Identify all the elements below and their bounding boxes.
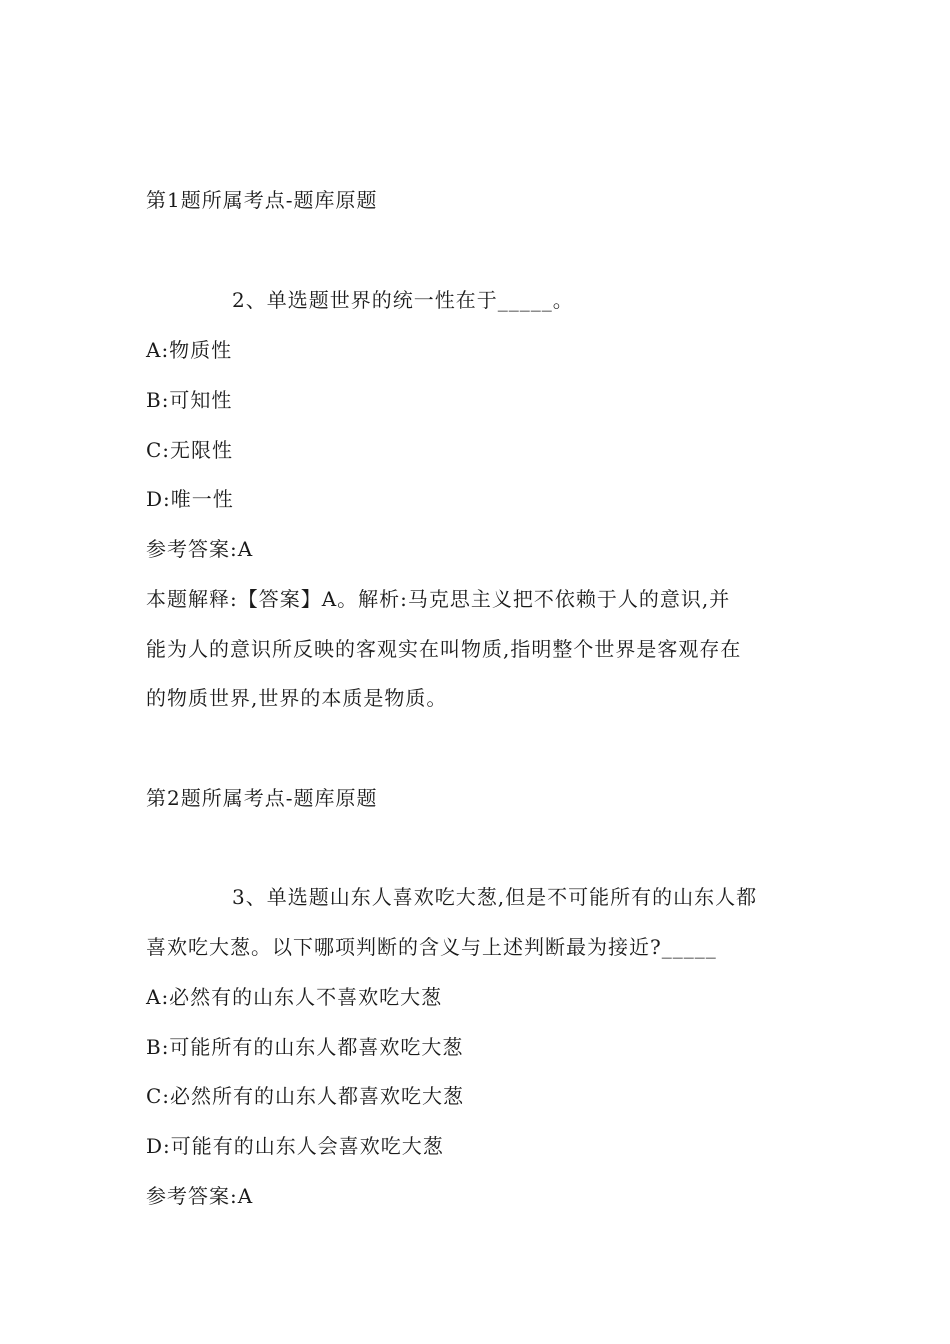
question-2-option-c: C:无限性	[146, 438, 234, 462]
topic-heading-1: 第1题所属考点-题库原题	[146, 188, 378, 212]
question-2-explanation-line-1: 本题解释:【答案】A。解析:马克思主义把不依赖于人的意识,并	[146, 587, 731, 611]
question-2-stem: 2、单选题世界的统一性在于_____。	[232, 288, 574, 312]
question-3-option-b: B:可能所有的山东人都喜欢吃大葱	[146, 1035, 464, 1059]
question-3-answer: 参考答案:A	[146, 1184, 254, 1208]
question-2-answer: 参考答案:A	[146, 537, 254, 561]
question-2-option-d: D:唯一性	[146, 487, 234, 511]
question-2-explanation-line-3: 的物质世界,世界的本质是物质。	[146, 686, 448, 710]
question-2-option-a: A:物质性	[146, 338, 233, 362]
question-2-explanation-line-2: 能为人的意识所反映的客观实在叫物质,指明整个世界是客观存在	[146, 637, 742, 661]
question-3-option-a: A:必然有的山东人不喜欢吃大葱	[146, 985, 443, 1009]
topic-heading-2: 第2题所属考点-题库原题	[146, 786, 378, 810]
question-3-stem-line-2: 喜欢吃大葱。以下哪项判断的含义与上述判断最为接近?_____	[146, 935, 717, 959]
question-2-option-b: B:可知性	[146, 388, 233, 412]
question-3-stem-line-1: 3、单选题山东人喜欢吃大葱,但是不可能所有的山东人都	[232, 885, 758, 909]
question-3-option-c: C:必然所有的山东人都喜欢吃大葱	[146, 1084, 465, 1108]
question-3-option-d: D:可能有的山东人会喜欢吃大葱	[146, 1134, 444, 1158]
